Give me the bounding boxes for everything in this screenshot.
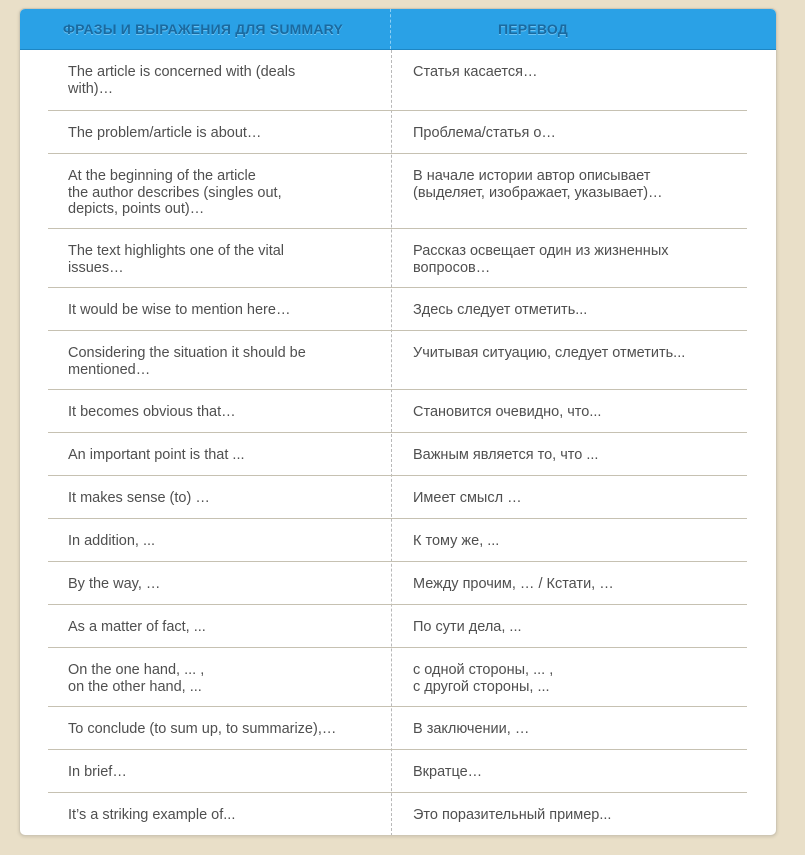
phrase-cell: On the one hand, ... , on the other hand, ... xyxy=(68,662,205,695)
table-row xyxy=(48,562,747,605)
translation-cell: Проблема/статья о… xyxy=(413,125,556,141)
table-row xyxy=(48,154,747,229)
column-header-translation: ПЕРЕВОД xyxy=(498,21,568,37)
phrase-cell: In brief… xyxy=(68,764,127,780)
phrases-table xyxy=(19,8,777,836)
translation-cell: Между прочим, … / Кстати, … xyxy=(413,576,614,592)
translation-cell: К тому же, ... xyxy=(413,533,500,549)
phrase-cell: It becomes obvious that… xyxy=(68,404,236,420)
phrase-cell: As a matter of fact, ... xyxy=(68,619,206,635)
translation-cell: с одной стороны, ... , с другой стороны, ... xyxy=(413,662,554,695)
table-row xyxy=(48,331,747,390)
table-row xyxy=(48,648,747,707)
phrase-cell: Considering the situation it should be mentioned… xyxy=(68,345,306,378)
table-row xyxy=(48,793,747,835)
translation-cell: Это поразительный пример... xyxy=(413,807,612,823)
translation-cell: Имеет смысл … xyxy=(413,490,522,506)
translation-cell: Важным является то, что ... xyxy=(413,447,599,463)
phrase-cell: It’s a striking example of... xyxy=(68,807,236,823)
table-row xyxy=(48,707,747,750)
table-row xyxy=(48,605,747,648)
table-row xyxy=(48,519,747,562)
column-header-phrases: ФРАЗЫ И ВЫРАЖЕНИЯ ДЛЯ SUMMARY xyxy=(63,21,343,37)
table-row xyxy=(48,390,747,433)
translation-cell: Статья касается… xyxy=(413,64,538,80)
table-row xyxy=(48,111,747,154)
phrase-cell: To conclude (to sum up, to summarize),… xyxy=(68,721,337,737)
phrase-cell: By the way, … xyxy=(68,576,161,592)
table-header xyxy=(20,9,776,50)
phrase-cell: It makes sense (to) … xyxy=(68,490,210,506)
phrase-cell: The problem/article is about… xyxy=(68,125,262,141)
phrase-cell: An important point is that ... xyxy=(68,447,245,463)
header-divider xyxy=(390,9,391,49)
phrase-cell: At the beginning of the article the author describes (singles out, depicts, points out)… xyxy=(68,168,282,217)
translation-cell: Становится очевидно, что... xyxy=(413,404,602,420)
phrase-cell: The article is concerned with (deals with)… xyxy=(68,64,296,97)
phrase-cell: In addition, ... xyxy=(68,533,156,549)
table-row xyxy=(48,750,747,793)
table-row xyxy=(48,288,747,331)
table-row xyxy=(48,229,747,288)
translation-cell: Вкратце… xyxy=(413,764,483,780)
translation-cell: В начале истории автор описывает (выделяет, изображает, указывает)… xyxy=(413,168,663,201)
table-row xyxy=(48,50,747,111)
translation-cell: Учитывая ситуацию, следует отметить... xyxy=(413,345,686,361)
phrase-cell: The text highlights one of the vital issues… xyxy=(68,243,285,276)
translation-cell: В заключении, … xyxy=(413,721,530,737)
phrase-cell: It would be wise to mention here… xyxy=(68,302,291,318)
translation-cell: По сути дела, ... xyxy=(413,619,522,635)
translation-cell: Здесь следует отметить... xyxy=(413,302,588,318)
table-row xyxy=(48,476,747,519)
translation-cell: Рассказ освещает один из жизненных вопросов… xyxy=(413,243,669,276)
table-row xyxy=(48,433,747,476)
